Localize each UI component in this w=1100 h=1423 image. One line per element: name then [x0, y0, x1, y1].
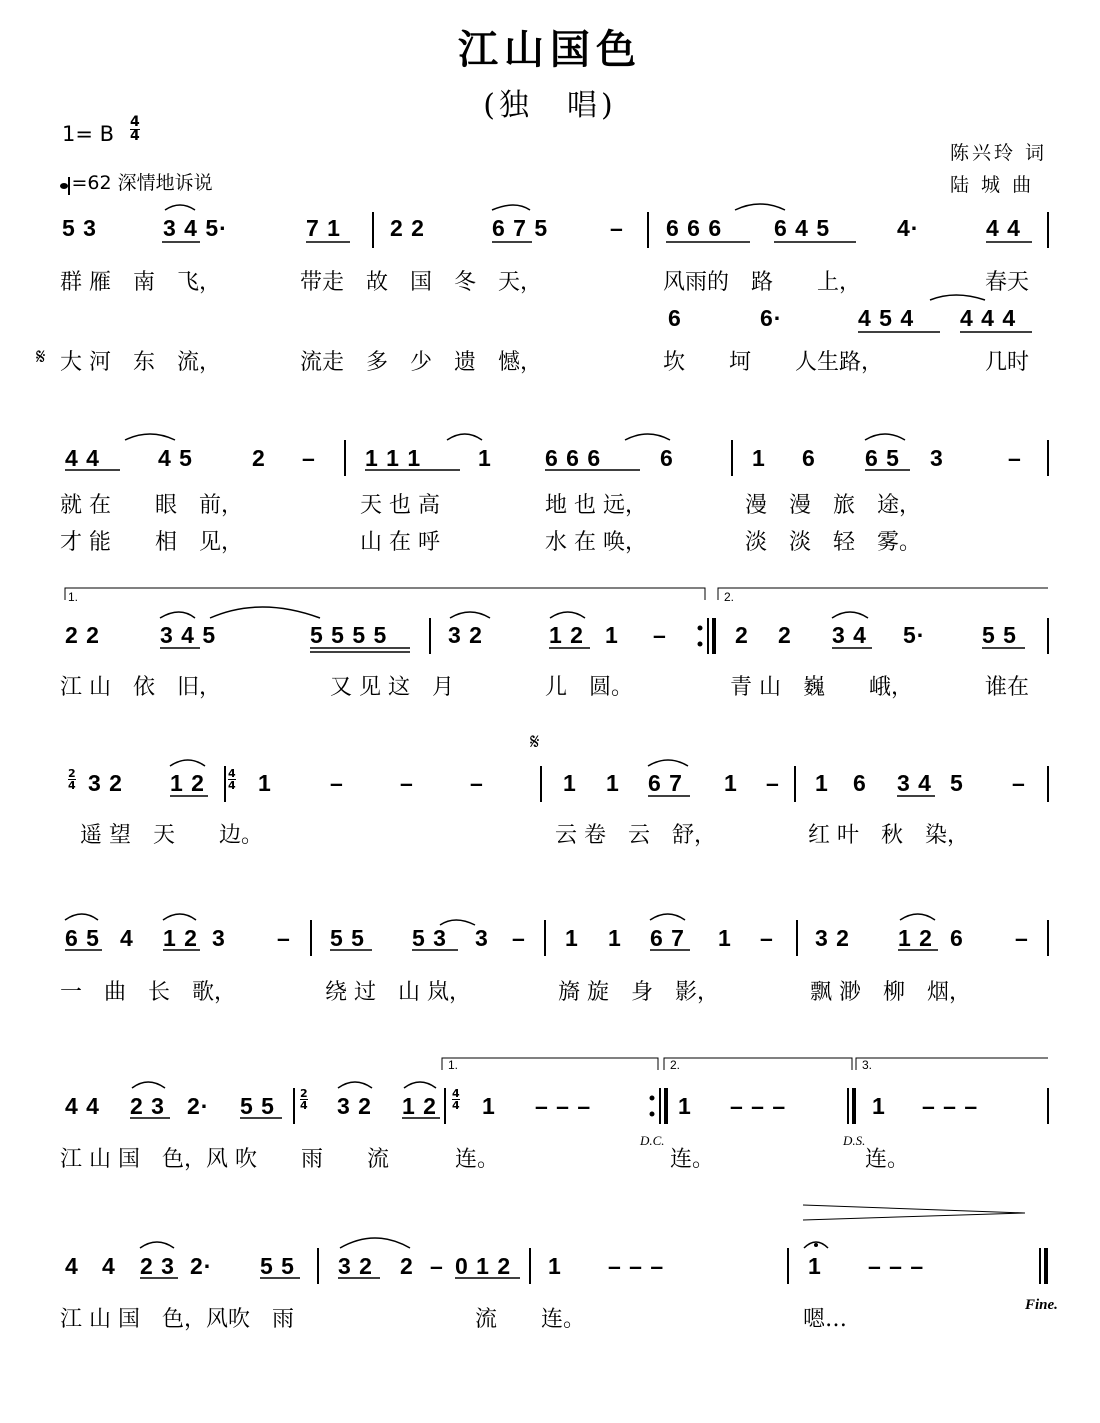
note-group: 6 6 6: [545, 445, 602, 471]
note-group: 4 4 4: [960, 305, 1017, 331]
volta-1-label: 1.: [68, 590, 79, 604]
note-group: 3 2: [448, 622, 483, 648]
note-group: 2 2: [65, 622, 100, 648]
note-group: –: [653, 622, 667, 648]
lyric-text: 大 河 东 流，: [60, 350, 221, 375]
note-group: 5 5 5 5: [310, 622, 388, 648]
note-group: –: [400, 770, 414, 796]
note-group: – – –: [535, 1093, 592, 1119]
note-group: 1: [608, 925, 622, 951]
song-subtitle: (独 唱): [483, 88, 617, 123]
lyricist-credit: 陈兴玲 词: [950, 142, 1048, 164]
note-group: 1 1 1: [365, 445, 422, 471]
lyric-text: 流 连。: [475, 1307, 586, 1332]
note-group: –: [430, 1253, 444, 1279]
note-group: 1 2: [549, 622, 584, 648]
lyric-text: 带走 故 国 冬 天，: [300, 270, 543, 295]
note-group: 4 4: [986, 215, 1021, 241]
note-group: – – –: [608, 1253, 665, 1279]
note-group: 6 5: [865, 445, 900, 471]
note-group: 4: [120, 925, 134, 951]
note-group: – – –: [868, 1253, 925, 1279]
note-group: 1 2: [402, 1093, 437, 1119]
lyric-text: 流走 多 少 遗 憾，: [300, 350, 543, 375]
note-group: 2·: [190, 1253, 213, 1279]
note-group: 6 6 6: [666, 215, 723, 241]
note-group: 6: [668, 305, 682, 331]
note-group: 1: [815, 770, 829, 796]
note-group: 3 2: [88, 770, 123, 796]
lyric-text: 连。: [865, 1147, 910, 1172]
note-group: 1: [872, 1093, 886, 1119]
time-signature-change: 2 4: [68, 767, 76, 792]
lyric-text-verse-1: 天 也 高: [360, 493, 440, 518]
note-group: 1: [606, 770, 620, 796]
lyric-text: 绕 过 山 岚，: [325, 980, 471, 1005]
note-group: –: [1012, 770, 1026, 796]
note-group: 5·: [903, 622, 926, 648]
note-group: 1 2: [170, 770, 205, 796]
note-group: 3: [930, 445, 944, 471]
note-group: 1: [563, 770, 577, 796]
volta-3-label-b: 3.: [862, 1058, 873, 1072]
note-group: 3 2: [337, 1093, 372, 1119]
lyric-text: 春天: [985, 270, 1030, 295]
note-group: 4 4: [65, 1093, 100, 1119]
note-group: 1: [605, 622, 619, 648]
lyric-text: 群 雁 南 飞，: [60, 270, 221, 295]
lyric-text: 云 卷 云 舒，: [555, 823, 716, 848]
note-group: 6 7: [650, 925, 685, 951]
lyric-text-verse-1: 地 也 远，: [545, 493, 647, 518]
time-signature-change-4: 4 4: [452, 1087, 460, 1112]
note-group: 4 5 4: [858, 305, 915, 331]
note-group: 1: [724, 770, 738, 796]
note-group: 1: [258, 770, 272, 796]
note-group: 3: [475, 925, 489, 951]
lyric-text: 旖 旋 身 影，: [558, 980, 719, 1005]
note-group: 1 2: [163, 925, 198, 951]
note-group: 2: [400, 1253, 414, 1279]
note-group: 2 2: [390, 215, 425, 241]
note-group: –: [302, 445, 316, 471]
note-group: 6 7: [648, 770, 683, 796]
segno-mark: 𝄋: [36, 345, 46, 370]
lyric-text: 嗯…: [803, 1307, 848, 1332]
lyric-text: 谁在: [985, 675, 1030, 700]
note-group: 1: [565, 925, 579, 951]
lyric-text: 连。: [670, 1147, 715, 1172]
lyric-text: 遥 望 天 边。: [80, 823, 263, 848]
note-group: 2: [735, 622, 749, 648]
segno-mark-2: 𝄋: [530, 730, 540, 755]
note-group: 6 5: [65, 925, 100, 951]
note-group: 3 4: [832, 622, 867, 648]
time-signature-top: 4: [130, 114, 140, 130]
note-group: 3 2: [815, 925, 850, 951]
note-group: –: [1008, 445, 1022, 471]
time-signature-change-2: 4 4: [228, 767, 236, 792]
note-group: 2: [252, 445, 266, 471]
fine-marking: Fine.: [1025, 1297, 1058, 1313]
lyric-text: 一 曲 长 歌，: [60, 980, 237, 1005]
key-signature: 1= B: [62, 122, 115, 146]
lyric-text-verse-2: 才 能 相 见，: [60, 530, 243, 555]
note-group: –: [766, 770, 780, 796]
note-group: 2·: [187, 1093, 210, 1119]
note-group: – – –: [922, 1093, 979, 1119]
note-group: 1: [482, 1093, 496, 1119]
lyric-text: 儿 圆。: [545, 675, 634, 700]
lyric-text: 江 山 国 色，风吹 雨: [60, 1307, 294, 1332]
note-group: 5 5: [260, 1253, 295, 1279]
note-group: 4 4: [65, 445, 100, 471]
volta-2-label: 2.: [724, 590, 735, 604]
note-group: 3 4 5: [160, 622, 217, 648]
song-title: 江山国色: [458, 27, 642, 73]
note-group: 7 1: [306, 215, 341, 241]
note-group: 4 5: [158, 445, 193, 471]
tempo-text: =62 深情地诉说: [71, 172, 213, 194]
note-group: 1: [478, 445, 492, 471]
lyric-text-verse-2: 淡 淡 轻 雾。: [745, 530, 922, 555]
lyric-text: 江 山 国 色，风 吹 雨 流 连。: [60, 1147, 499, 1172]
time-signature-bottom: 4: [130, 128, 140, 144]
note-group: 3 4: [897, 770, 932, 796]
ds-marking: D.S.: [843, 1133, 866, 1148]
note-group: 5 3: [412, 925, 447, 951]
note-group: 2 3: [140, 1253, 175, 1279]
note-group: 5: [950, 770, 964, 796]
note-group: 3 2: [338, 1253, 373, 1279]
lyric-text-verse-2: 水 在 唤，: [545, 530, 647, 555]
lyric-text: 飘 渺 柳 烟，: [810, 980, 971, 1005]
note-group: –: [277, 925, 291, 951]
note-group: 5 5: [982, 622, 1017, 648]
note-group: 5 5: [240, 1093, 275, 1119]
note-group: 2: [778, 622, 792, 648]
lyric-text-verse-1: 漫 漫 旅 途，: [745, 493, 922, 518]
note-group: –: [330, 770, 344, 796]
note-group: 6: [853, 770, 867, 796]
volta-1-label-b: 1.: [448, 1058, 459, 1072]
note-group: 1: [548, 1253, 562, 1279]
note-group: 1: [808, 1253, 822, 1279]
lyric-text: 青 山 巍 峨，: [730, 675, 913, 700]
lyric-text: 又 见 这 月: [330, 675, 454, 700]
note-group: 6 7 5: [492, 215, 549, 241]
lyric-text: 坎 坷 人生路，: [663, 350, 884, 375]
lyric-text: 风雨的 路 上，: [663, 270, 862, 295]
dc-marking: D.C.: [640, 1133, 665, 1148]
note-group: 6: [660, 445, 674, 471]
time-signature-change-3: 2 4: [300, 1087, 308, 1112]
lyric-text: 几时: [985, 350, 1030, 375]
note-group: 3: [212, 925, 226, 951]
note-group: –: [610, 215, 624, 241]
composer-credit: 陆 城 曲: [950, 174, 1035, 196]
note-group: 1: [752, 445, 766, 471]
note-group: 6: [802, 445, 816, 471]
note-group: 4: [65, 1253, 79, 1279]
note-group: 4: [102, 1253, 116, 1279]
note-group: – – –: [730, 1093, 787, 1119]
lyric-text-verse-2: 山 在 呼: [360, 530, 440, 555]
volta-2-label-b: 2.: [670, 1058, 681, 1072]
note-group: 2 3: [130, 1093, 165, 1119]
note-group: 3 4 5·: [163, 215, 228, 241]
note-group: 1 2: [898, 925, 933, 951]
note-group: –: [1015, 925, 1029, 951]
note-group: 6: [950, 925, 964, 951]
note-group: 0 1 2: [455, 1253, 512, 1279]
note-group: 6·: [760, 305, 783, 331]
note-group: 4·: [897, 215, 920, 241]
note-group: 6 4 5: [774, 215, 831, 241]
note-group: 1: [718, 925, 732, 951]
note-group: –: [470, 770, 484, 796]
note-group: 5 3: [62, 215, 97, 241]
note-group: 5 5: [330, 925, 365, 951]
lyric-text-verse-1: 就 在 眼 前，: [60, 493, 243, 518]
note-group: –: [512, 925, 526, 951]
note-group: –: [760, 925, 774, 951]
note-group: 1: [678, 1093, 692, 1119]
lyric-text: 江 山 依 旧，: [60, 675, 221, 700]
lyric-text: 红 叶 秋 染，: [808, 823, 969, 848]
